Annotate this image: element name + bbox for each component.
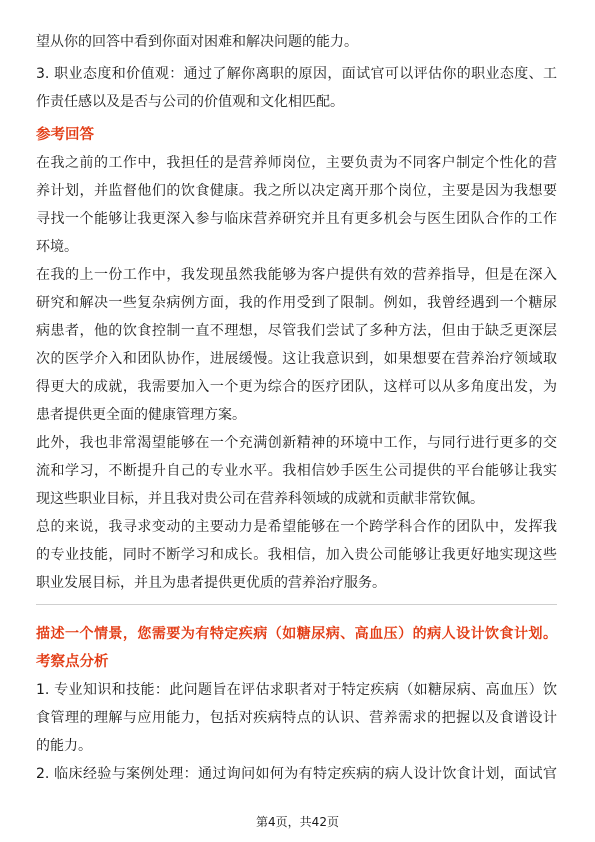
page-footer: 第4页，共42页 [256,815,339,829]
text-line: 次的医学介入和团队协作，进展缓慢。这让我意识到，如果想要在营养治疗领域取 [36,351,557,367]
text-line: 在我之前的工作中，我担任的是营养师岗位，主要负责为不同客户制定个性化的营 [36,155,557,171]
text-line: 的专业技能，同时不断学习和成长。我相信，加入贵公司能够让我更好地实现这些 [36,547,557,563]
analysis-item-2 [36,760,557,788]
analysis-section [36,648,557,788]
answer-paragraph-4 [36,513,557,597]
point-3-paragraph [36,60,557,116]
answer-paragraph-3 [36,429,557,513]
text-line: 3. 职业态度和价值观：通过了解你离职的原因，面试官可以评估你的职业态度、工 [36,66,557,82]
text-line: 环境。 [36,239,78,255]
text-line: 职业发展目标，并且为患者提供更优质的营养治疗服务。 [36,575,386,591]
text-line: 2. 临床经验与案例处理：通过询问如何为有特定疾病的病人设计饮食计划，面试官 [36,766,557,782]
text-line: 得更大的成就，我需要加入一个更为综合的医疗团队，这样可以从多角度出发，为 [36,379,557,395]
answer-paragraph-1 [36,149,557,261]
text-line: 1. 专业知识和技能：此问题旨在评估求职者对于特定疾病（如糖尿病、高血压）饮 [36,682,557,698]
text-line: 的能力。 [36,738,92,754]
text-line: 病患者，他的饮食控制一直不理想，尽管我们尝试了多种方法，但由于缺乏更深层 [36,323,557,339]
text-line: 食管理的理解与应用能力，包括对疾病特点的认识、营养需求的把握以及食谱设计 [36,710,557,726]
analysis-item-1 [36,676,557,760]
section-divider [36,604,557,605]
page-content [36,28,557,788]
continued-paragraph [36,28,557,56]
question-title: 描述一个情景，您需要为有特定疾病（如糖尿病、高血压）的病人设计饮食计划。 [36,626,557,642]
text-line: 此外，我也非常渴望能够在一个充满创新精神的环境中工作，与同行进行更多的交 [36,435,557,451]
text-line: 患者提供更全面的健康管理方案。 [36,407,246,423]
text-line: 研究和解决一些复杂病例方面，我的作用受到了限制。例如，我曾经遇到一个糖尿 [36,295,557,311]
text-line: 现这些职业目标，并且我对贵公司在营养科领域的成就和贡献非常钦佩。 [36,491,484,507]
text-line: 养计划，并监督他们的饮食健康。我之所以决定离开那个岗位，主要是因为我想要 [36,183,557,199]
text-line: 流和学习，不断提升自己的专业水平。我相信妙手医生公司提供的平台能够让我实 [36,463,557,479]
text-line: 作责任感以及是否与公司的价值观和文化相匹配。 [36,94,344,110]
text-line: 在我的上一份工作中，我发现虽然我能够为客户提供有效的营养指导，但是在深入 [36,267,557,283]
text-line: 总的来说，我寻求变动的主要动力是希望能够在一个跨学科合作的团队中，发挥我 [36,519,557,535]
analysis-heading: 考察点分析 [36,654,109,670]
answer-heading: 参考回答 [36,127,94,143]
text-line: 寻找一个能够让我更深入参与临床营养研究并且有更多机会与医生团队合作的工作 [36,211,557,227]
answer-paragraph-2 [36,261,557,429]
text-line: 望从你的回答中看到你面对困难和解决问题的能力。 [36,34,358,50]
